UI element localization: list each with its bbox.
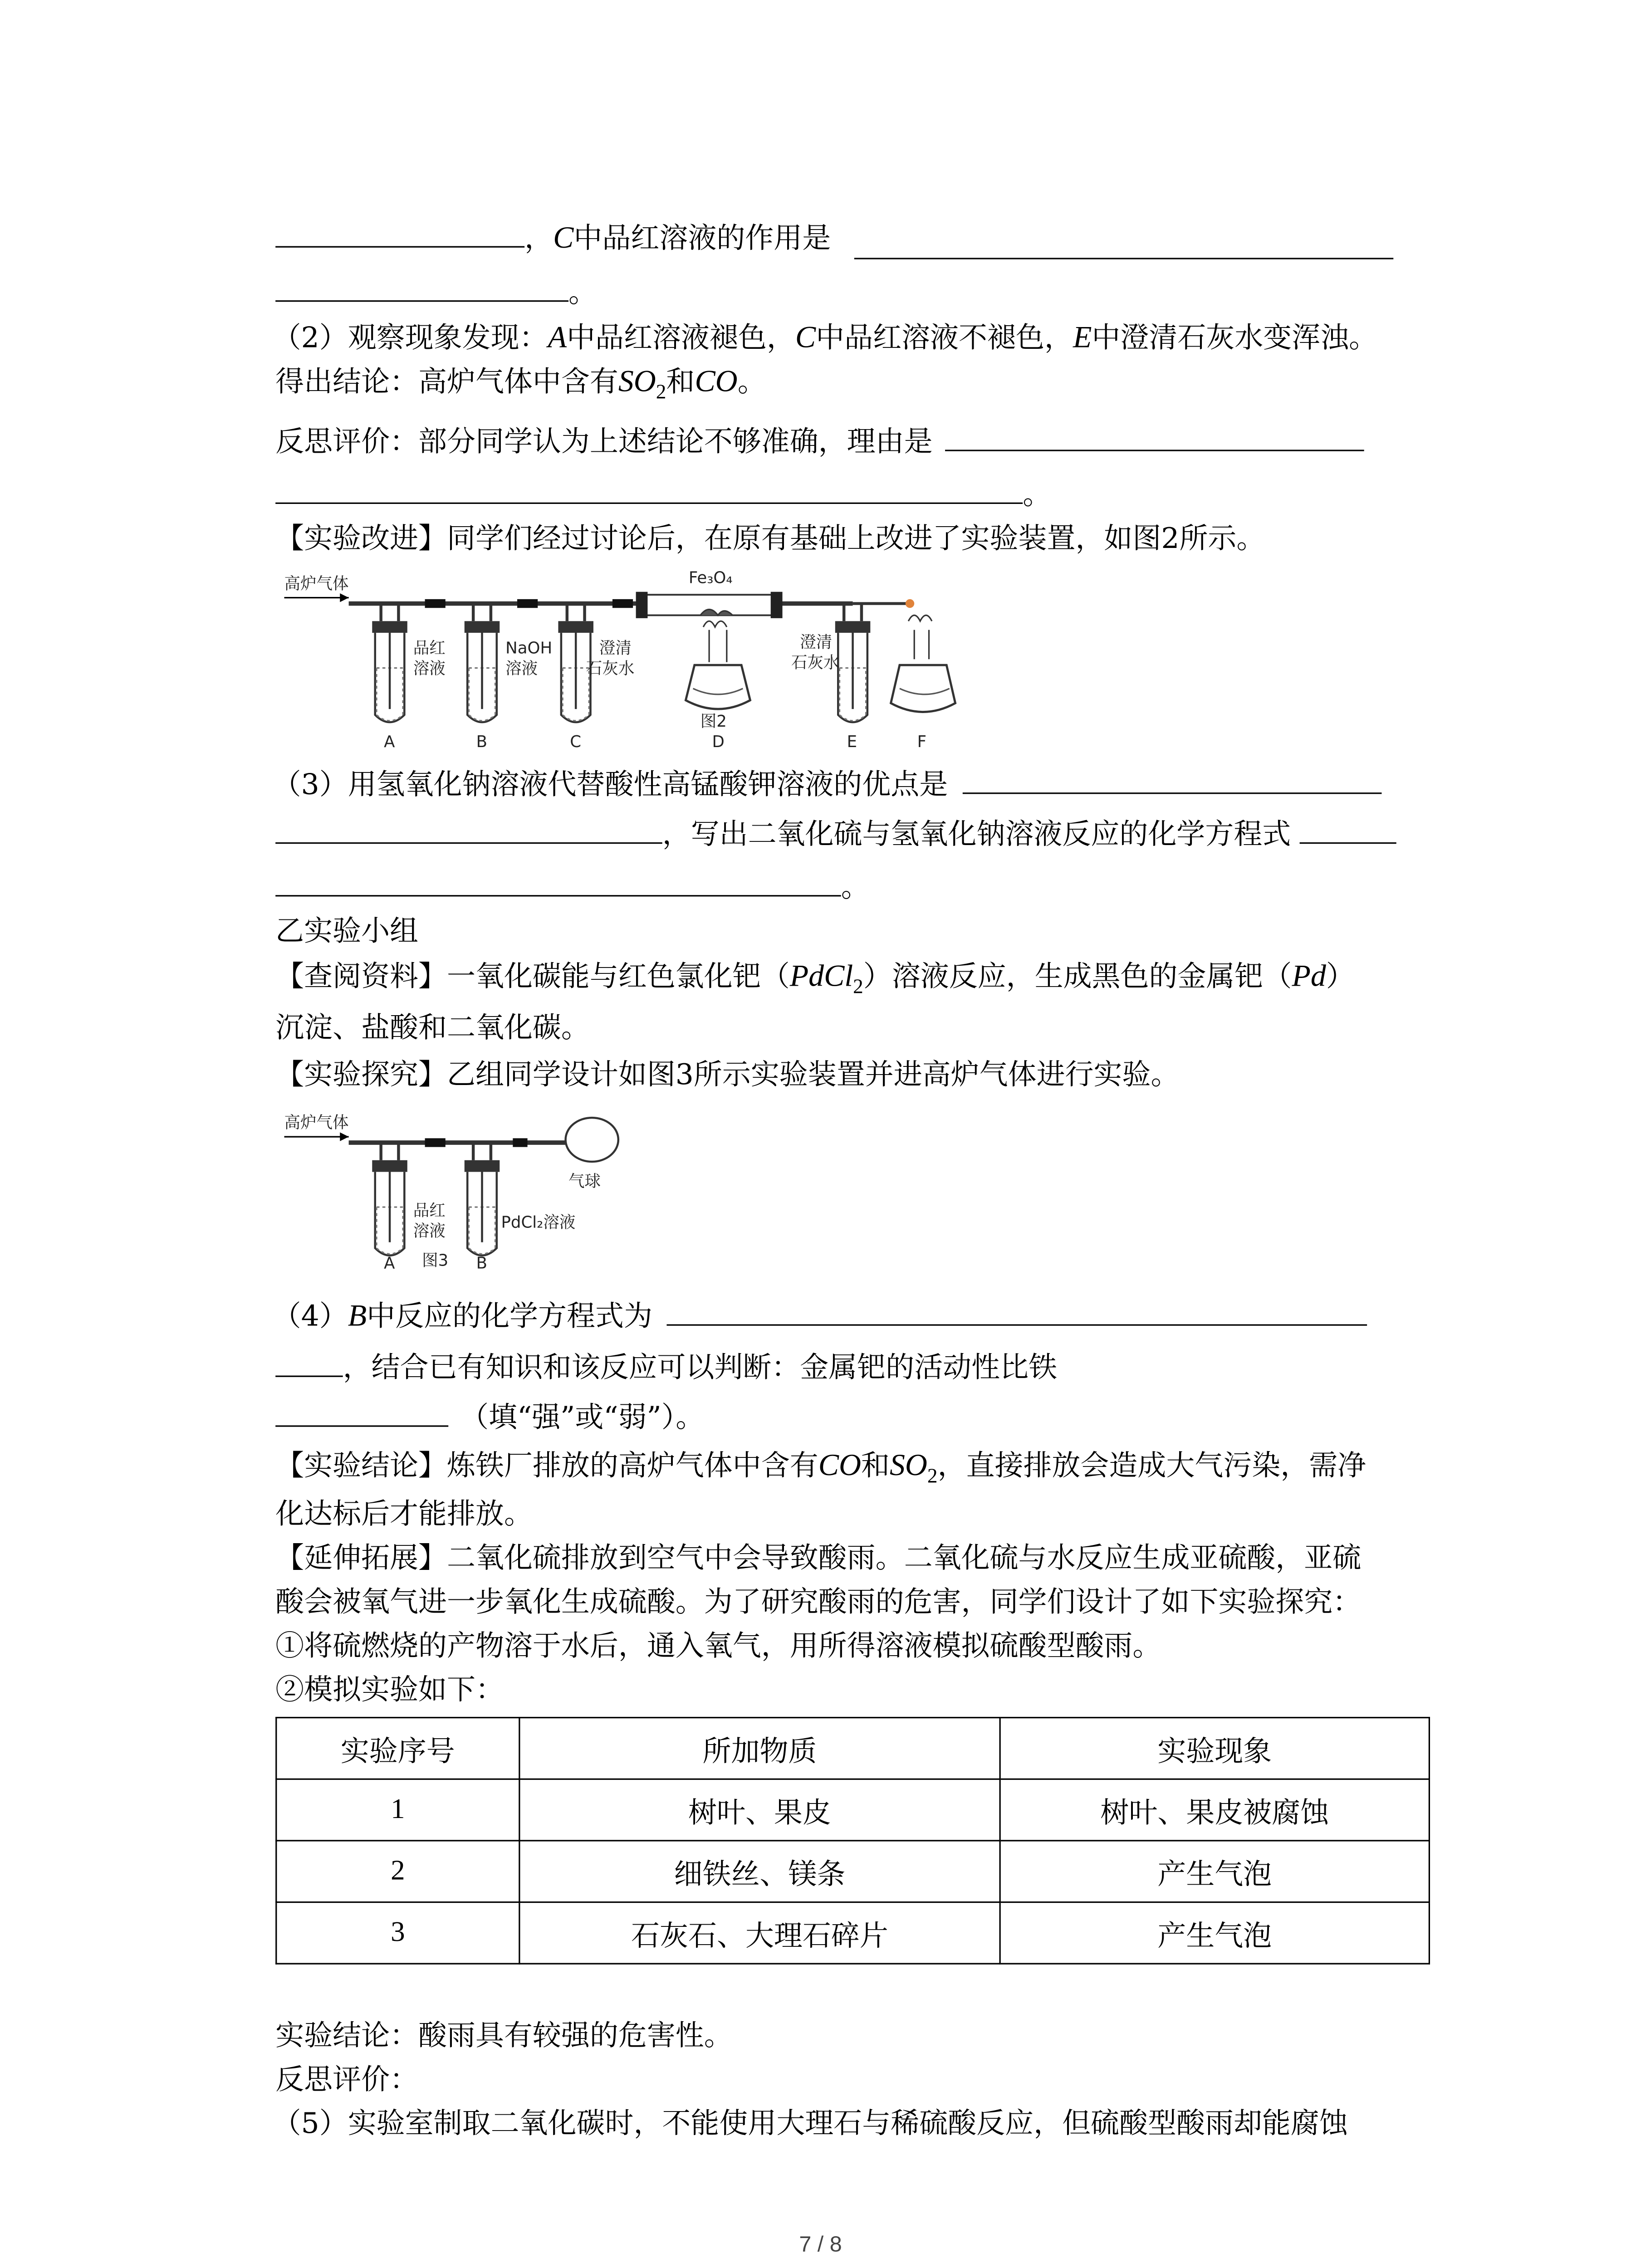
table-cell: 产生气泡 [1000,1841,1429,1902]
letter-b: B [476,1254,487,1273]
text-line [275,1008,590,1049]
answer-blank[interactable] [275,1398,448,1427]
text: 和 [861,1448,890,1483]
text: 酸会被氧气进一步氧化生成硫酸。为了研究酸雨的危害，同学们设计了如下实验探究： [275,1585,1362,1619]
table-cell: 树叶、果皮 [519,1779,1000,1841]
text: 。 [841,870,870,904]
var-e: E [1073,319,1092,355]
subscript: 2 [656,382,666,405]
text-line [275,474,1051,515]
text: （2）观察现象发现： [272,321,548,355]
text-line [273,2104,1348,2145]
letter-e: E [847,733,857,752]
answer-blank[interactable] [275,1348,343,1377]
test-tube-e [835,604,871,723]
text: ，结合已有知识和该反应可以判断：金属钯的活动性比铁 [343,1350,1058,1384]
table-cell: 树叶、果皮被腐蚀 [1000,1779,1429,1841]
text: 中反应的化学方程式为 [367,1299,652,1333]
label-b-2: 溶液 [505,659,538,678]
answer-blank[interactable] [275,815,662,844]
answer-blank[interactable] [854,220,1393,259]
balloon [566,1118,618,1162]
text-line [275,1348,1057,1388]
text-line [275,2016,733,2057]
formula-co: CO [695,363,738,399]
letter-b: B [476,733,487,752]
table-header: 实验序号 [276,1718,519,1779]
label-e-2: 石灰水 [791,653,840,672]
table-cell: 产生气泡 [1000,1902,1429,1964]
text: 【实验探究】乙组同学设计如图3所示实验装置并进高炉气体进行实验。 [275,1057,1180,1091]
text: 得出结论：高炉气体中含有 [275,365,618,399]
text: 实验结论：酸雨具有较强的危害性。 [275,2019,733,2053]
text-line [275,422,1363,463]
formula-pd: Pd [1292,958,1326,993]
text-line [273,765,1381,806]
answer-blank[interactable] [275,867,841,897]
label-a-2: 溶液 [413,1222,446,1241]
table-cell: 石灰石、大理石碎片 [519,1902,1000,1964]
figure-caption: 图3 [422,1251,449,1270]
table-row [276,1902,1430,1964]
formula-so2: SO [890,1447,927,1483]
text-line [275,815,1396,855]
text-line [275,1398,704,1438]
text: ②模拟实验如下： [275,1673,504,1707]
text: 反思评价： [275,2063,419,2097]
text: ）溶液反应，生成黑色的金属钯（ [863,959,1292,993]
text: ， [524,221,554,255]
table-row [276,1779,1430,1841]
alcohol-lamp-f [891,615,955,712]
flame [906,599,914,608]
letter-f: F [917,733,927,752]
table-header: 所加物质 [519,1718,1000,1779]
text: ，写出二氧化硫与氢氧化钠溶液反应的化学方程式 [662,817,1291,851]
label-c-2: 石灰水 [586,659,635,678]
table-cell: 细铁丝、镁条 [519,1841,1000,1902]
answer-blank[interactable] [963,765,1382,794]
text: 反思评价：部分同学认为上述结论不够准确，理由是 [275,425,933,459]
tube-joint [612,599,633,608]
table-header: 实验现象 [1000,1718,1429,1779]
text: ①将硫燃烧的产物溶于水后，通入氧气，用所得溶液模拟硫酸型酸雨。 [275,1629,1161,1663]
label-e-1: 澄清 [800,633,833,652]
text: 。 [737,365,766,399]
formula-so2: SO [618,363,656,399]
answer-blank[interactable] [275,273,568,302]
label-c-1: 澄清 [599,639,632,658]
text: 中品红溶液褪色， [567,321,795,355]
test-tube-b [465,1143,500,1256]
tube-joint [517,599,538,608]
answer-blank[interactable] [275,218,524,248]
text-line [275,867,870,908]
text-line [275,1055,1179,1095]
test-tube-a [372,1143,407,1256]
gas-label: 高炉气体 [284,1113,349,1132]
text: 【实验改进】同学们经过讨论后，在原有基础上改进了实验装置，如图2所示。 [275,521,1265,555]
text: 中品红溶液的作用是 [573,221,831,255]
tube-joint [513,1138,527,1147]
table-cell: 1 [276,1779,519,1841]
gas-label: 高炉气体 [284,574,349,593]
formula-pdcl2: PdCl [789,958,853,993]
text-line [275,1494,533,1535]
text: （3）用氢氧化钠溶液代替酸性高锰酸钾溶液的优点是 [272,767,948,802]
answer-blank[interactable] [944,422,1363,451]
alcohol-lamp-d [686,621,750,709]
text: ，直接排放会造成大气污染，需净 [937,1448,1367,1483]
text-line [275,273,597,313]
text-line [275,360,766,403]
label-a-1: 品红 [413,639,446,658]
text: 【查阅资料】一氧化碳能与红色氯化钯（ [275,959,790,993]
var-c: C [553,220,574,255]
var-a: A [548,319,567,355]
text: ） [1326,959,1355,993]
subscript: 2 [927,1466,938,1489]
text-line [275,911,418,952]
letter-d: D [712,733,725,752]
table-cell: 2 [276,1841,519,1902]
var-c: C [795,319,816,355]
text-line [275,1670,504,1711]
text-line [273,317,1377,359]
fe3o4-label: Fe₃O₄ [688,568,733,587]
balloon-label: 气球 [568,1172,601,1191]
text: 中澄清石灰水变浑浊。 [1092,321,1378,355]
section-title: 乙实验小组 [275,914,419,948]
text: （4） [272,1299,348,1333]
formula-co: CO [818,1447,861,1483]
text-line [275,217,831,259]
page-number: 7 / 8 [799,2232,842,2258]
test-tube-b [465,604,500,723]
text: 【延伸拓展】二氧化硫排放到空气中会导致酸雨。二氧化硫与水反应生成亚硫酸，亚硫 [275,1541,1362,1575]
text: 。 [1023,477,1052,512]
test-tube-a [372,604,407,723]
text: 沉淀、盐酸和二氧化碳。 [275,1011,590,1045]
tube-joint [425,599,446,608]
apparatus-figure-2 [279,562,961,753]
text: （5）实验室制取二氧化碳时，不能使用大理石与稀硫酸反应，但硫酸型酸雨却能腐蚀 [272,2107,1348,2141]
text-line [275,955,1355,998]
subscript: 2 [853,977,863,999]
text-line [275,1626,1161,1667]
table-row [276,1841,1430,1902]
text-line [275,1582,1361,1623]
text-line [275,518,1265,559]
letter-c: C [570,733,582,752]
table-header-row [276,1718,1430,1779]
text-line [275,1444,1366,1487]
label-a-1: 品红 [413,1201,446,1220]
text-line [275,1538,1361,1579]
apparatus-figure-3 [279,1105,630,1277]
figure-caption: 图2 [700,712,727,731]
answer-blank[interactable] [1300,815,1396,844]
text: 【实验结论】炼铁厂排放的高炉气体中含有 [275,1448,818,1483]
var-b: B [348,1298,367,1333]
text: 中品红溶液不褪色， [816,321,1073,355]
letter-a: A [384,1254,395,1273]
experiment-table [275,1717,1430,1965]
answer-blank[interactable] [667,1296,1367,1326]
text: （填“强”或“弱”）。 [460,1400,705,1434]
table-cell: 3 [276,1902,519,1964]
label-b: PdCl₂溶液 [501,1213,576,1232]
tube-joint [425,1138,446,1147]
text: 。 [568,275,598,309]
label-a-2: 溶液 [413,659,446,678]
text-line [273,1295,1367,1338]
label-b-1: NaOH [505,639,553,658]
answer-blank[interactable] [275,474,1023,504]
text: 和 [666,365,695,399]
text-line [275,2060,418,2101]
text: 化达标后才能排放。 [275,1497,533,1531]
letter-a: A [384,733,395,752]
